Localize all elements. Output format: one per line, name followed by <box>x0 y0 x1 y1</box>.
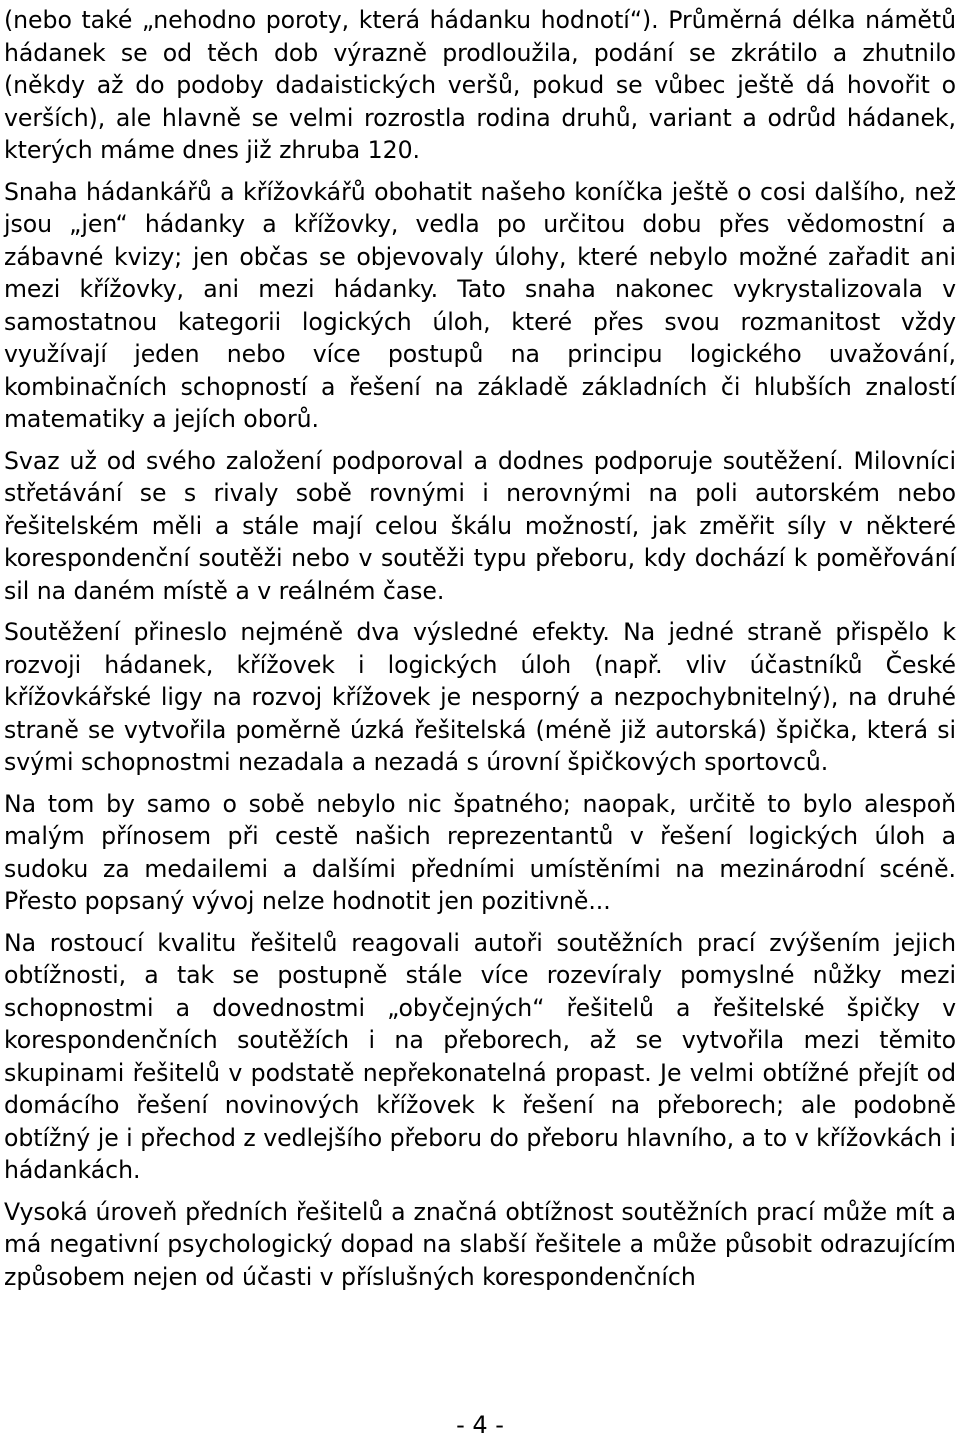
page-number: - 4 - <box>456 1411 504 1439</box>
paragraph-4: Soutěžení přineslo nejméně dva výsledné efekty. Na jedné straně přispělo k rozvoji hádanek, křížovek i logických úloh (např. vliv účastníků České křížovkářské ligy na rozvoj křížovek je nesporný a nezpochybnitelný), na druhé straně se vytvořila poměrně úzká řešitelská (méně již autorská) špička, která si svými schopnostmi nezadala a nezadá s úrovní špičkových sportovců. <box>4 618 956 776</box>
paragraph-2: Snaha hádankářů a křížovkářů obohatit našeho koníčka ještě o cosi dalšího, než jsou „jen“ hádanky a křížovky, vedla po určitou dobu přes vědomostní a zábavné kvizy; jen občas se objevovaly úlohy, které nebylo možné zařadit ani mezi křížovky, ani mezi hádanky. Tato snaha nakonec vykrystalizovala v samostatnou kategorii logických úloh, které přes svou rozmanitost vždy využívají jeden nebo více postupů na principu logického uvažování, kombinačních schopností a řešení na základě základních či hlubších znalostí matematiky a jejích oborů. <box>4 177 956 433</box>
paragraph-5: Na tom by samo o sobě nebylo nic špatného; naopak, určitě to bylo alespoň malým přínosem při cestě našich reprezentantů v řešení logických úloh a sudoku za medailemi a dalšími předními umístěními na mezinárodní scéně. Přesto popsaný vývoj nelze hodnotit jen pozitivně... <box>4 789 956 915</box>
paragraph-6: Na rostoucí kvalitu řešitelů reagovali autoři soutěžních prací zvýšením jejich obtížnosti, a tak se postupně stále více rozevíraly pomyslné nůžky mezi schopnostmi a dovednostmi „obyčejných“ řešitelů a řešitelské špičky v korespondenčních soutěžích i na přeborech, až se vytvořila mezi těmito skupinami řešitelů v podstatě nepřekonatelná propast. Je velmi obtížné přejít od domácího řešení novinových křížovek k řešení na přeborech; ale podobně obtížný je i přechod z vedlejšího přeboru do přeboru hlavního, a to v křížovkách i hádankách. <box>4 928 956 1184</box>
paragraph-1: (nebo také „nehodno poroty, která hádanku hodnotí“). Průměrná délka námětů hádanek se od těch dob výrazně prodloužila, podání se zkrátilo a zhutnilo (někdy až do podoby dadaistických veršů, pokud se vůbec ještě dá hovořit o verších), ale hlavně se velmi rozrostla rodina druhů, variant a odrůd hádanek, kterých máme dnes již zhruba 120. <box>4 6 956 164</box>
paragraph-3: Svaz už od svého založení podporoval a dodnes podporuje soutěžení. Milovníci střetávání se s rivaly sobě rovnými i nerovnými na poli autorském nebo řešitelském měli a stále mají celou škálu možností, jak změřit síly v některé korespondenční soutěži nebo v soutěži typu přeboru, kdy dochází k poměřování sil na daném místě a v reálném čase. <box>4 446 956 605</box>
paragraph-7: Vysoká úroveň předních řešitelů a značná obtížnost soutěžních prací může mít a má negativní psychologický dopad na slabší řešitele a může působit odrazujícím způsobem nejen od účasti v příslušných korespondenčních <box>4 1197 956 1291</box>
